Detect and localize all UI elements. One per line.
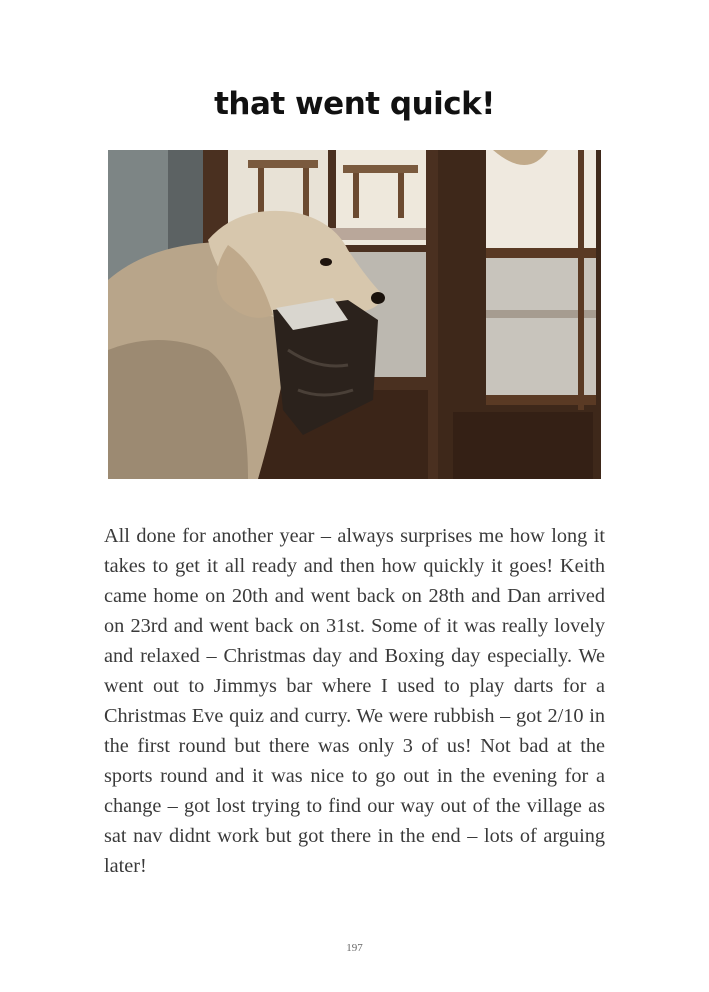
page-title: that went quick! [214, 86, 495, 122]
body-paragraph: All done for another year – always surprises me how long it takes to get it all ready and then how quickly it goes! Keith came home on 20th and went back on 28th and Dan arrived on 23rd and went back on 31st. Some of it was really lovely and relaxed – Christmas day and Boxing day especially. We went out to Jimmys bar where I used to play darts for a Christmas Eve quiz and curry. We were rubbish – got 2/10 in the first round but there was only 3 of us! Not bad at the sports round and it was nice to go out in the evening for a change – got lost trying to find our way out of the village as sat nav didnt work but got there in the end – lots of arguing later! [104, 525, 605, 877]
dog-photo [108, 150, 601, 479]
page-number: 197 [346, 942, 363, 954]
